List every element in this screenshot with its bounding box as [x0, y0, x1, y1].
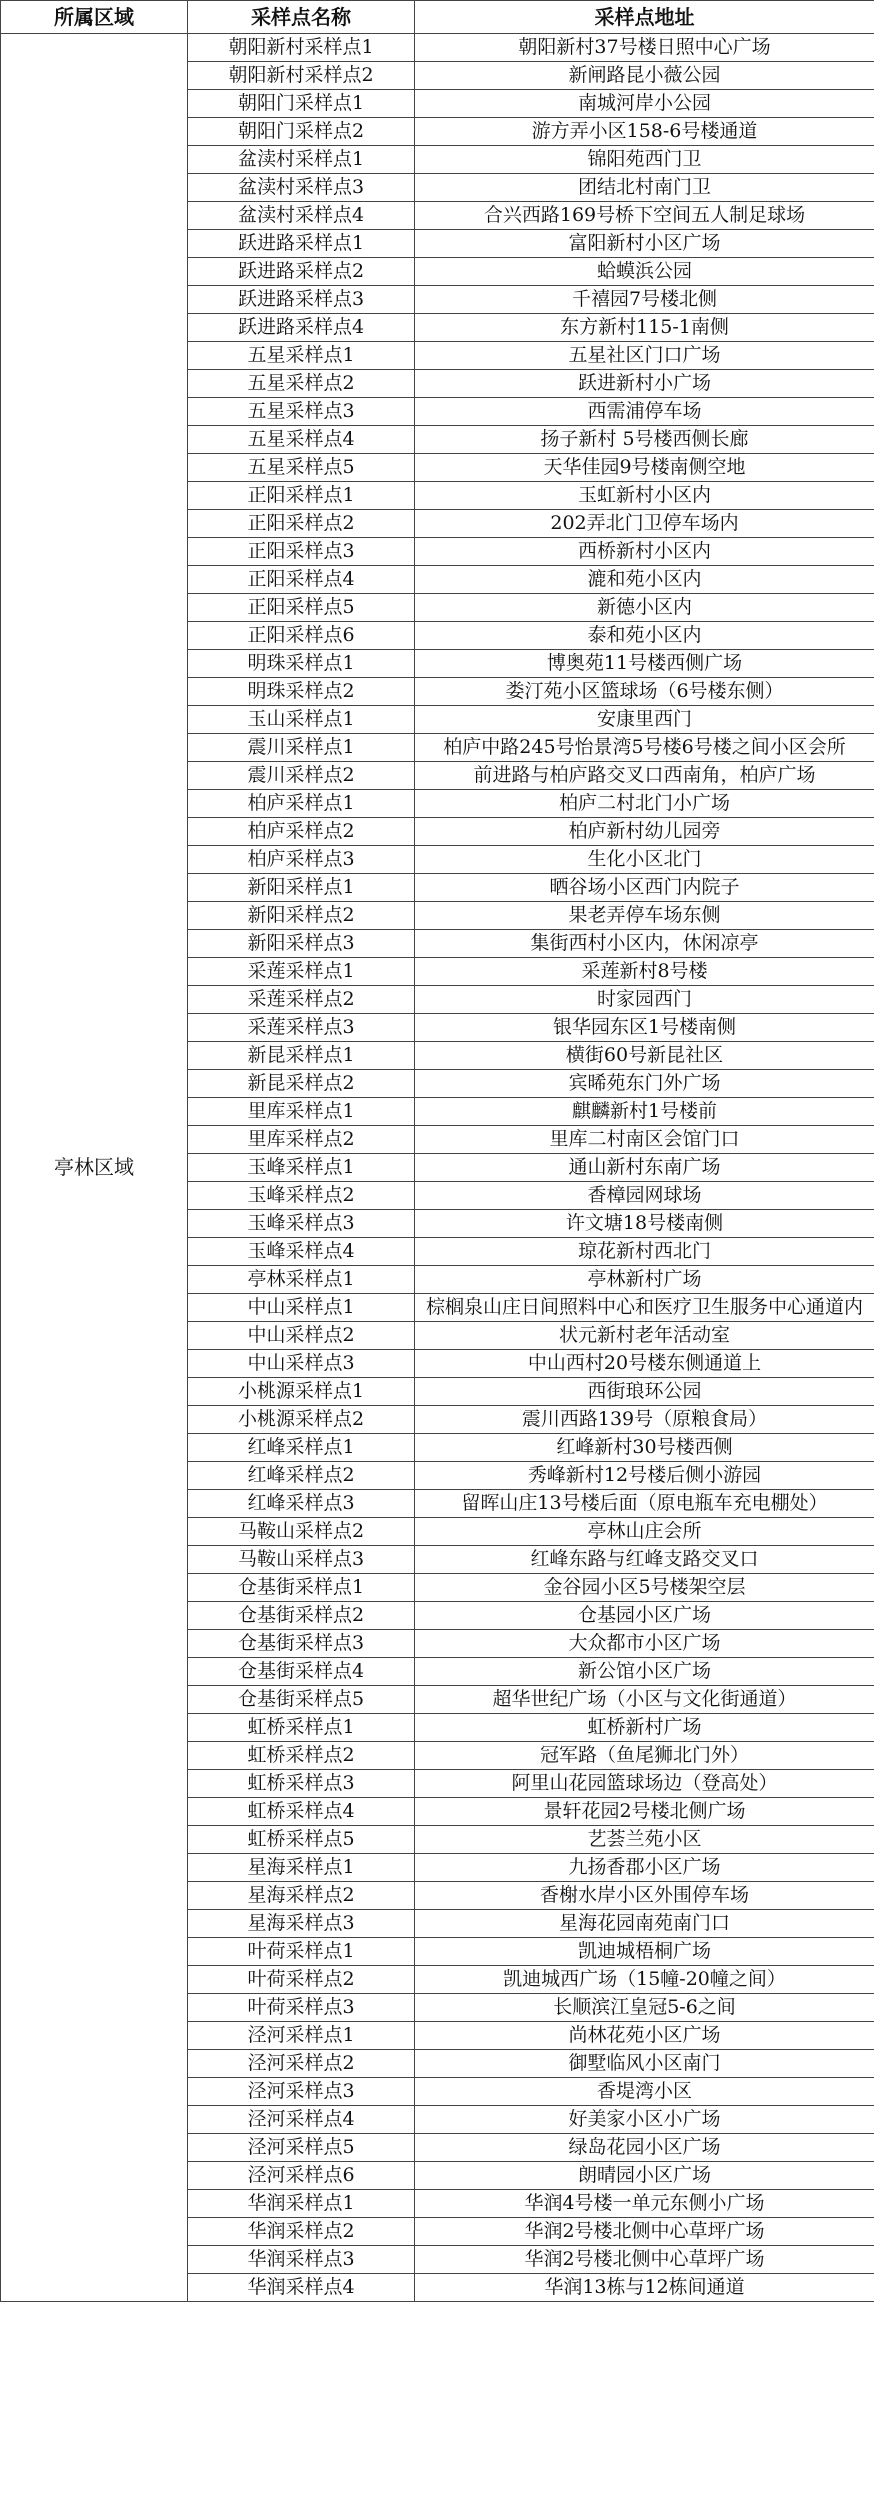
point-name-cell: 仓基街采样点1: [188, 1574, 415, 1602]
point-name-cell: 红峰采样点3: [188, 1490, 415, 1518]
point-name-cell: 采莲采样点2: [188, 986, 415, 1014]
point-address-cell: 朝阳新村37号楼日照中心广场: [415, 34, 874, 62]
point-address-cell: 香榭水岸小区外围停车场: [415, 1882, 874, 1910]
point-name-cell: 新阳采样点1: [188, 874, 415, 902]
point-name-cell: 虹桥采样点3: [188, 1770, 415, 1798]
point-name-cell: 叶荷采样点2: [188, 1966, 415, 1994]
table-row: [1, 34, 874, 62]
point-address-cell: 团结北村南门卫: [415, 174, 874, 202]
point-name-cell: 震川采样点1: [188, 734, 415, 762]
header-point-address: 采样点地址: [415, 1, 874, 34]
point-name-cell: 小桃源采样点2: [188, 1406, 415, 1434]
point-address-cell: 南城河岸小公园: [415, 90, 874, 118]
point-address-cell: 202弄北门卫停车场内: [415, 510, 874, 538]
point-address-cell: 采莲新村8号楼: [415, 958, 874, 986]
point-name-cell: 仓基街采样点5: [188, 1686, 415, 1714]
point-name-cell: 华润采样点4: [188, 2274, 415, 2302]
point-name-cell: 朝阳门采样点2: [188, 118, 415, 146]
point-name-cell: 星海采样点2: [188, 1882, 415, 1910]
point-name-cell: 正阳采样点1: [188, 482, 415, 510]
point-address-cell: 时家园西门: [415, 986, 874, 1014]
point-name-cell: 里库采样点1: [188, 1098, 415, 1126]
point-address-cell: 亭林山庄会所: [415, 1518, 874, 1546]
point-address-cell: 晒谷场小区西门内院子: [415, 874, 874, 902]
point-name-cell: 震川采样点2: [188, 762, 415, 790]
point-address-cell: 许文塘18号楼南侧: [415, 1210, 874, 1238]
point-address-cell: 新闸路昆小薇公园: [415, 62, 874, 90]
point-address-cell: 虹桥新村广场: [415, 1714, 874, 1742]
point-name-cell: 柏庐采样点2: [188, 818, 415, 846]
point-address-cell: 好美家小区小广场: [415, 2106, 874, 2134]
point-address-cell: 东方新村115-1南侧: [415, 314, 874, 342]
point-name-cell: 玉峰采样点1: [188, 1154, 415, 1182]
point-address-cell: 红峰新村30号楼西侧: [415, 1434, 874, 1462]
point-address-cell: 金谷园小区5号楼架空层: [415, 1574, 874, 1602]
point-address-cell: 香樟园网球场: [415, 1182, 874, 1210]
point-name-cell: 新阳采样点3: [188, 930, 415, 958]
point-name-cell: 正阳采样点5: [188, 594, 415, 622]
point-name-cell: 虹桥采样点2: [188, 1742, 415, 1770]
point-address-cell: 果老弄停车场东侧: [415, 902, 874, 930]
point-address-cell: 横街60号新昆社区: [415, 1042, 874, 1070]
point-name-cell: 正阳采样点6: [188, 622, 415, 650]
point-address-cell: 状元新村老年活动室: [415, 1322, 874, 1350]
point-address-cell: 跃进新村小广场: [415, 370, 874, 398]
point-address-cell: 千禧园7号楼北侧: [415, 286, 874, 314]
point-address-cell: 尚林花苑小区广场: [415, 2022, 874, 2050]
point-address-cell: 艺荟兰苑小区: [415, 1826, 874, 1854]
point-name-cell: 玉峰采样点2: [188, 1182, 415, 1210]
point-name-cell: 五星采样点1: [188, 342, 415, 370]
point-name-cell: 五星采样点3: [188, 398, 415, 426]
point-address-cell: 玉虹新村小区内: [415, 482, 874, 510]
point-address-cell: 棕榈泉山庄日间照料中心和医疗卫生服务中心通道内: [415, 1294, 874, 1322]
point-name-cell: 泾河采样点3: [188, 2078, 415, 2106]
point-name-cell: 玉山采样点1: [188, 706, 415, 734]
point-name-cell: 中山采样点3: [188, 1350, 415, 1378]
point-address-cell: 阿里山花园篮球场边（登高处）: [415, 1770, 874, 1798]
point-address-cell: 新公馆小区广场: [415, 1658, 874, 1686]
point-address-cell: 冠军路（鱼尾狮北门外）: [415, 1742, 874, 1770]
point-address-cell: 御墅临风小区南门: [415, 2050, 874, 2078]
point-name-cell: 马鞍山采样点3: [188, 1546, 415, 1574]
point-address-cell: 蛤蟆浜公园: [415, 258, 874, 286]
point-name-cell: 中山采样点2: [188, 1322, 415, 1350]
point-address-cell: 香堤湾小区: [415, 2078, 874, 2106]
point-name-cell: 朝阳新村采样点2: [188, 62, 415, 90]
point-name-cell: 玉峰采样点3: [188, 1210, 415, 1238]
point-name-cell: 叶荷采样点3: [188, 1994, 415, 2022]
point-address-cell: 凯迪城梧桐广场: [415, 1938, 874, 1966]
point-name-cell: 明珠采样点1: [188, 650, 415, 678]
point-name-cell: 中山采样点1: [188, 1294, 415, 1322]
point-name-cell: 仓基街采样点2: [188, 1602, 415, 1630]
point-name-cell: 正阳采样点4: [188, 566, 415, 594]
point-name-cell: 朝阳新村采样点1: [188, 34, 415, 62]
point-name-cell: 马鞍山采样点2: [188, 1518, 415, 1546]
point-name-cell: 新昆采样点2: [188, 1070, 415, 1098]
point-address-cell: 娄汀苑小区篮球场（6号楼东侧）: [415, 678, 874, 706]
point-address-cell: 生化小区北门: [415, 846, 874, 874]
point-address-cell: 朗晴园小区广场: [415, 2162, 874, 2190]
point-name-cell: 星海采样点3: [188, 1910, 415, 1938]
point-address-cell: 锦阳苑西门卫: [415, 146, 874, 174]
point-address-cell: 麒麟新村1号楼前: [415, 1098, 874, 1126]
header-point-name: 采样点名称: [188, 1, 415, 34]
point-name-cell: 里库采样点2: [188, 1126, 415, 1154]
point-name-cell: 盆渎村采样点4: [188, 202, 415, 230]
point-name-cell: 采莲采样点3: [188, 1014, 415, 1042]
point-name-cell: 虹桥采样点4: [188, 1798, 415, 1826]
point-name-cell: 亭林采样点1: [188, 1266, 415, 1294]
point-name-cell: 虹桥采样点1: [188, 1714, 415, 1742]
point-address-cell: 华润4号楼一单元东侧小广场: [415, 2190, 874, 2218]
point-name-cell: 盆渎村采样点3: [188, 174, 415, 202]
point-name-cell: 泾河采样点1: [188, 2022, 415, 2050]
point-name-cell: 盆渎村采样点1: [188, 146, 415, 174]
table-body: [1, 34, 874, 2302]
point-name-cell: 华润采样点3: [188, 2246, 415, 2274]
point-address-cell: 凯迪城西广场（15幢-20幢之间）: [415, 1966, 874, 1994]
point-address-cell: 西街琅环公园: [415, 1378, 874, 1406]
point-name-cell: 泾河采样点5: [188, 2134, 415, 2162]
point-address-cell: 亭林新村广场: [415, 1266, 874, 1294]
point-name-cell: 柏庐采样点3: [188, 846, 415, 874]
point-address-cell: 中山西村20号楼东侧通道上: [415, 1350, 874, 1378]
point-name-cell: 小桃源采样点1: [188, 1378, 415, 1406]
point-name-cell: 正阳采样点2: [188, 510, 415, 538]
point-address-cell: 漉和苑小区内: [415, 566, 874, 594]
point-address-cell: 柏庐新村幼儿园旁: [415, 818, 874, 846]
point-address-cell: 星海花园南苑南门口: [415, 1910, 874, 1938]
point-address-cell: 秀峰新村12号楼后侧小游园: [415, 1462, 874, 1490]
point-address-cell: 华润2号楼北侧中心草坪广场: [415, 2218, 874, 2246]
point-name-cell: 正阳采样点3: [188, 538, 415, 566]
point-address-cell: 红峰东路与红峰支路交叉口: [415, 1546, 874, 1574]
point-address-cell: 超华世纪广场（小区与文化街通道）: [415, 1686, 874, 1714]
point-address-cell: 泰和苑小区内: [415, 622, 874, 650]
point-address-cell: 宾晞苑东门外广场: [415, 1070, 874, 1098]
point-address-cell: 合兴西路169号桥下空间五人制足球场: [415, 202, 874, 230]
point-address-cell: 震川西路139号（原粮食局）: [415, 1406, 874, 1434]
point-address-cell: 新德小区内: [415, 594, 874, 622]
point-address-cell: 天华佳园9号楼南侧空地: [415, 454, 874, 482]
point-name-cell: 朝阳门采样点1: [188, 90, 415, 118]
point-name-cell: 星海采样点1: [188, 1854, 415, 1882]
point-name-cell: 泾河采样点6: [188, 2162, 415, 2190]
point-name-cell: 华润采样点2: [188, 2218, 415, 2246]
point-name-cell: 红峰采样点2: [188, 1462, 415, 1490]
point-name-cell: 跃进路采样点2: [188, 258, 415, 286]
point-address-cell: 柏庐二村北门小广场: [415, 790, 874, 818]
point-address-cell: 留晖山庄13号楼后面（原电瓶车充电棚处）: [415, 1490, 874, 1518]
point-address-cell: 琼花新村西北门: [415, 1238, 874, 1266]
header-region: 所属区域: [1, 1, 188, 34]
point-address-cell: 通山新村东南广场: [415, 1154, 874, 1182]
point-address-cell: 富阳新村小区广场: [415, 230, 874, 258]
point-name-cell: 玉峰采样点4: [188, 1238, 415, 1266]
point-address-cell: 里库二村南区会馆门口: [415, 1126, 874, 1154]
point-name-cell: 新昆采样点1: [188, 1042, 415, 1070]
point-name-cell: 跃进路采样点4: [188, 314, 415, 342]
point-address-cell: 景轩花园2号楼北侧广场: [415, 1798, 874, 1826]
point-name-cell: 柏庐采样点1: [188, 790, 415, 818]
point-address-cell: 前进路与柏庐路交叉口西南角，柏庐广场: [415, 762, 874, 790]
point-address-cell: 银华园东区1号楼南侧: [415, 1014, 874, 1042]
point-address-cell: 柏庐中路245号怡景湾5号楼6号楼之间小区会所: [415, 734, 874, 762]
point-name-cell: 新阳采样点2: [188, 902, 415, 930]
point-name-cell: 虹桥采样点5: [188, 1826, 415, 1854]
point-address-cell: 博奥苑11号楼西侧广场: [415, 650, 874, 678]
point-address-cell: 安康里西门: [415, 706, 874, 734]
point-name-cell: 五星采样点5: [188, 454, 415, 482]
point-address-cell: 绿岛花园小区广场: [415, 2134, 874, 2162]
point-name-cell: 泾河采样点4: [188, 2106, 415, 2134]
region-cell: 亭林区域: [1, 34, 188, 2302]
point-name-cell: 泾河采样点2: [188, 2050, 415, 2078]
point-address-cell: 九扬香郡小区广场: [415, 1854, 874, 1882]
point-name-cell: 仓基街采样点4: [188, 1658, 415, 1686]
point-name-cell: 叶荷采样点1: [188, 1938, 415, 1966]
point-name-cell: 跃进路采样点1: [188, 230, 415, 258]
point-name-cell: 明珠采样点2: [188, 678, 415, 706]
point-address-cell: 游方弄小区158-6号楼通道: [415, 118, 874, 146]
point-address-cell: 仓基园小区广场: [415, 1602, 874, 1630]
point-name-cell: 采莲采样点1: [188, 958, 415, 986]
point-address-cell: 长顺滨江皇冠5-6之间: [415, 1994, 874, 2022]
point-address-cell: 华润2号楼北侧中心草坪广场: [415, 2246, 874, 2274]
point-address-cell: 西需浦停车场: [415, 398, 874, 426]
point-name-cell: 仓基街采样点3: [188, 1630, 415, 1658]
point-address-cell: 扬子新村 5号楼西侧长廊: [415, 426, 874, 454]
point-name-cell: 红峰采样点1: [188, 1434, 415, 1462]
point-name-cell: 华润采样点1: [188, 2190, 415, 2218]
point-name-cell: 跃进路采样点3: [188, 286, 415, 314]
point-address-cell: 集街西村小区内，休闲凉亭: [415, 930, 874, 958]
point-name-cell: 五星采样点4: [188, 426, 415, 454]
point-address-cell: 大众都市小区广场: [415, 1630, 874, 1658]
point-name-cell: 五星采样点2: [188, 370, 415, 398]
point-address-cell: 华润13栋与12栋间通道: [415, 2274, 874, 2302]
point-address-cell: 西桥新村小区内: [415, 538, 874, 566]
header-row: [1, 1, 874, 34]
point-address-cell: 五星社区门口广场: [415, 342, 874, 370]
